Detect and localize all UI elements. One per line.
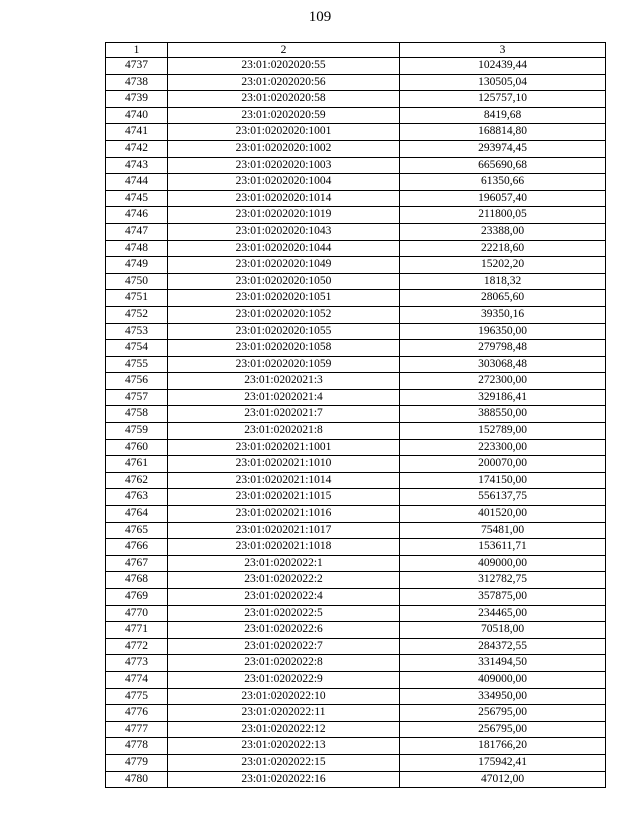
value-cell: 256795,00 (400, 705, 606, 722)
table-row (106, 223, 606, 240)
table-row (106, 472, 606, 489)
value-cell: 200070,00 (400, 456, 606, 473)
table-row (106, 589, 606, 606)
row-number-cell: 4754 (106, 340, 168, 357)
cadastral-number-cell: 23:01:0202021:1018 (168, 539, 400, 556)
row-number-cell: 4774 (106, 671, 168, 688)
row-number-cell: 4747 (106, 223, 168, 240)
table-row (106, 140, 606, 157)
value-cell: 223300,00 (400, 439, 606, 456)
value-cell: 196350,00 (400, 323, 606, 340)
table-row (106, 74, 606, 91)
table-row (106, 539, 606, 556)
row-number-cell: 4764 (106, 506, 168, 523)
row-number-cell: 4740 (106, 107, 168, 124)
value-cell: 401520,00 (400, 506, 606, 523)
value-cell: 279798,48 (400, 340, 606, 357)
row-number-cell: 4777 (106, 721, 168, 738)
value-cell: 175942,41 (400, 754, 606, 771)
table-row (106, 323, 606, 340)
cadastral-number-cell: 23:01:0202020:1058 (168, 340, 400, 357)
cadastral-number-cell: 23:01:0202022:1 (168, 555, 400, 572)
table-row (106, 721, 606, 738)
value-cell: 312782,75 (400, 572, 606, 589)
table-row (106, 439, 606, 456)
value-cell: 168814,80 (400, 124, 606, 141)
row-number-cell: 4757 (106, 389, 168, 406)
table-row (106, 373, 606, 390)
table-row (106, 356, 606, 373)
row-number-cell: 4766 (106, 539, 168, 556)
row-number-cell: 4753 (106, 323, 168, 340)
row-number-cell: 4750 (106, 273, 168, 290)
cadastral-number-cell: 23:01:0202020:1049 (168, 257, 400, 274)
value-cell: 70518,00 (400, 622, 606, 639)
header-row (106, 43, 606, 58)
value-cell: 1818,32 (400, 273, 606, 290)
row-number-cell: 4737 (106, 58, 168, 75)
row-number-cell: 4769 (106, 589, 168, 606)
row-number-cell: 4746 (106, 207, 168, 224)
value-cell: 331494,50 (400, 655, 606, 672)
table-row (106, 572, 606, 589)
value-cell: 174150,00 (400, 472, 606, 489)
row-number-cell: 4742 (106, 140, 168, 157)
value-cell: 153611,71 (400, 539, 606, 556)
table-row (106, 506, 606, 523)
table-header (106, 43, 606, 58)
row-number-cell: 4758 (106, 406, 168, 423)
row-number-cell: 4755 (106, 356, 168, 373)
table-row (106, 174, 606, 191)
cadastral-number-cell: 23:01:0202022:16 (168, 771, 400, 788)
value-cell: 47012,00 (400, 771, 606, 788)
cadastral-number-cell: 23:01:0202021:1010 (168, 456, 400, 473)
cadastral-number-cell: 23:01:0202020:1055 (168, 323, 400, 340)
table-row (106, 340, 606, 357)
cadastral-table-container (105, 42, 606, 788)
table-row (106, 91, 606, 108)
table-row (106, 655, 606, 672)
cadastral-number-cell: 23:01:0202022:7 (168, 638, 400, 655)
row-number-cell: 4751 (106, 290, 168, 307)
row-number-cell: 4760 (106, 439, 168, 456)
cadastral-number-cell: 23:01:0202022:11 (168, 705, 400, 722)
value-cell: 409000,00 (400, 555, 606, 572)
value-cell: 181766,20 (400, 738, 606, 755)
table-row (106, 124, 606, 141)
row-number-cell: 4765 (106, 522, 168, 539)
table-row (106, 705, 606, 722)
cadastral-number-cell: 23:01:0202021:8 (168, 423, 400, 440)
row-number-cell: 4770 (106, 605, 168, 622)
cadastral-number-cell: 23:01:0202022:8 (168, 655, 400, 672)
row-number-cell: 4762 (106, 472, 168, 489)
value-cell: 272300,00 (400, 373, 606, 390)
table-row (106, 522, 606, 539)
table-row (106, 671, 606, 688)
row-number-cell: 4768 (106, 572, 168, 589)
table-row (106, 754, 606, 771)
column-header-3: 3 (400, 43, 606, 58)
table-row (106, 738, 606, 755)
row-number-cell: 4739 (106, 91, 168, 108)
table-row (106, 389, 606, 406)
cadastral-number-cell: 23:01:0202020:59 (168, 107, 400, 124)
page-number: 109 (308, 9, 332, 25)
cadastral-number-cell: 23:01:0202021:3 (168, 373, 400, 390)
cadastral-number-cell: 23:01:0202020:1052 (168, 306, 400, 323)
value-cell: 357875,00 (400, 589, 606, 606)
cadastral-number-cell: 23:01:0202021:1017 (168, 522, 400, 539)
row-number-cell: 4776 (106, 705, 168, 722)
cadastral-number-cell: 23:01:0202020:1014 (168, 190, 400, 207)
table-row (106, 58, 606, 75)
table-row (106, 157, 606, 174)
table-row (106, 207, 606, 224)
cadastral-number-cell: 23:01:0202022:6 (168, 622, 400, 639)
cadastral-number-cell: 23:01:0202020:56 (168, 74, 400, 91)
cadastral-number-cell: 23:01:0202022:10 (168, 688, 400, 705)
cadastral-number-cell: 23:01:0202021:1014 (168, 472, 400, 489)
cadastral-number-cell: 23:01:0202020:1003 (168, 157, 400, 174)
cadastral-number-cell: 23:01:0202022:9 (168, 671, 400, 688)
cadastral-number-cell: 23:01:0202022:13 (168, 738, 400, 755)
table-row (106, 273, 606, 290)
table-row (106, 306, 606, 323)
cadastral-number-cell: 23:01:0202020:1001 (168, 124, 400, 141)
cadastral-number-cell: 23:01:0202021:1016 (168, 506, 400, 523)
table-row (106, 605, 606, 622)
value-cell: 23388,00 (400, 223, 606, 240)
value-cell: 284372,55 (400, 638, 606, 655)
row-number-cell: 4763 (106, 489, 168, 506)
row-number-cell: 4773 (106, 655, 168, 672)
row-number-cell: 4771 (106, 622, 168, 639)
row-number-cell: 4780 (106, 771, 168, 788)
cadastral-number-cell: 23:01:0202022:15 (168, 754, 400, 771)
value-cell: 75481,00 (400, 522, 606, 539)
row-number-cell: 4744 (106, 174, 168, 191)
table-row (106, 688, 606, 705)
value-cell: 8419,68 (400, 107, 606, 124)
value-cell: 125757,10 (400, 91, 606, 108)
row-number-cell: 4749 (106, 257, 168, 274)
cadastral-number-cell: 23:01:0202020:1004 (168, 174, 400, 191)
table-row (106, 423, 606, 440)
value-cell: 22218,60 (400, 240, 606, 257)
value-cell: 196057,40 (400, 190, 606, 207)
cadastral-number-cell: 23:01:0202021:1001 (168, 439, 400, 456)
table-row (106, 257, 606, 274)
cadastral-number-cell: 23:01:0202020:1044 (168, 240, 400, 257)
value-cell: 388550,00 (400, 406, 606, 423)
value-cell: 211800,05 (400, 207, 606, 224)
cadastral-number-cell: 23:01:0202022:2 (168, 572, 400, 589)
row-number-cell: 4748 (106, 240, 168, 257)
row-number-cell: 4752 (106, 306, 168, 323)
cadastral-number-cell: 23:01:0202021:7 (168, 406, 400, 423)
value-cell: 329186,41 (400, 389, 606, 406)
cadastral-number-cell: 23:01:0202021:4 (168, 389, 400, 406)
table-row (106, 406, 606, 423)
table-row (106, 240, 606, 257)
table-row (106, 290, 606, 307)
value-cell: 234465,00 (400, 605, 606, 622)
row-number-cell: 4761 (106, 456, 168, 473)
table-row (106, 555, 606, 572)
value-cell: 102439,44 (400, 58, 606, 75)
row-number-cell: 4759 (106, 423, 168, 440)
cadastral-number-cell: 23:01:0202021:1015 (168, 489, 400, 506)
row-number-cell: 4743 (106, 157, 168, 174)
value-cell: 256795,00 (400, 721, 606, 738)
value-cell: 28065,60 (400, 290, 606, 307)
cadastral-number-cell: 23:01:0202020:55 (168, 58, 400, 75)
cadastral-number-cell: 23:01:0202022:12 (168, 721, 400, 738)
cadastral-number-cell: 23:01:0202020:58 (168, 91, 400, 108)
row-number-cell: 4738 (106, 74, 168, 91)
cadastral-table (105, 42, 606, 788)
cadastral-number-cell: 23:01:0202022:4 (168, 589, 400, 606)
value-cell: 61350,66 (400, 174, 606, 191)
cadastral-number-cell: 23:01:0202020:1051 (168, 290, 400, 307)
cadastral-number-cell: 23:01:0202022:5 (168, 605, 400, 622)
table-row (106, 638, 606, 655)
row-number-cell: 4741 (106, 124, 168, 141)
cadastral-number-cell: 23:01:0202020:1043 (168, 223, 400, 240)
row-number-cell: 4772 (106, 638, 168, 655)
row-number-cell: 4775 (106, 688, 168, 705)
value-cell: 39350,16 (400, 306, 606, 323)
value-cell: 293974,45 (400, 140, 606, 157)
row-number-cell: 4778 (106, 738, 168, 755)
value-cell: 303068,48 (400, 356, 606, 373)
value-cell: 15202,20 (400, 257, 606, 274)
table-row (106, 771, 606, 788)
cadastral-number-cell: 23:01:0202020:1059 (168, 356, 400, 373)
cadastral-number-cell: 23:01:0202020:1050 (168, 273, 400, 290)
column-header-1: 1 (106, 43, 168, 58)
value-cell: 665690,68 (400, 157, 606, 174)
cadastral-number-cell: 23:01:0202020:1019 (168, 207, 400, 224)
row-number-cell: 4745 (106, 190, 168, 207)
value-cell: 556137,75 (400, 489, 606, 506)
table-body (106, 58, 606, 788)
table-row (106, 190, 606, 207)
value-cell: 152789,00 (400, 423, 606, 440)
table-row (106, 489, 606, 506)
cadastral-number-cell: 23:01:0202020:1002 (168, 140, 400, 157)
table-row (106, 456, 606, 473)
row-number-cell: 4779 (106, 754, 168, 771)
table-row (106, 107, 606, 124)
row-number-cell: 4767 (106, 555, 168, 572)
row-number-cell: 4756 (106, 373, 168, 390)
table-row (106, 622, 606, 639)
value-cell: 130505,04 (400, 74, 606, 91)
value-cell: 334950,00 (400, 688, 606, 705)
column-header-2: 2 (168, 43, 400, 58)
value-cell: 409000,00 (400, 671, 606, 688)
